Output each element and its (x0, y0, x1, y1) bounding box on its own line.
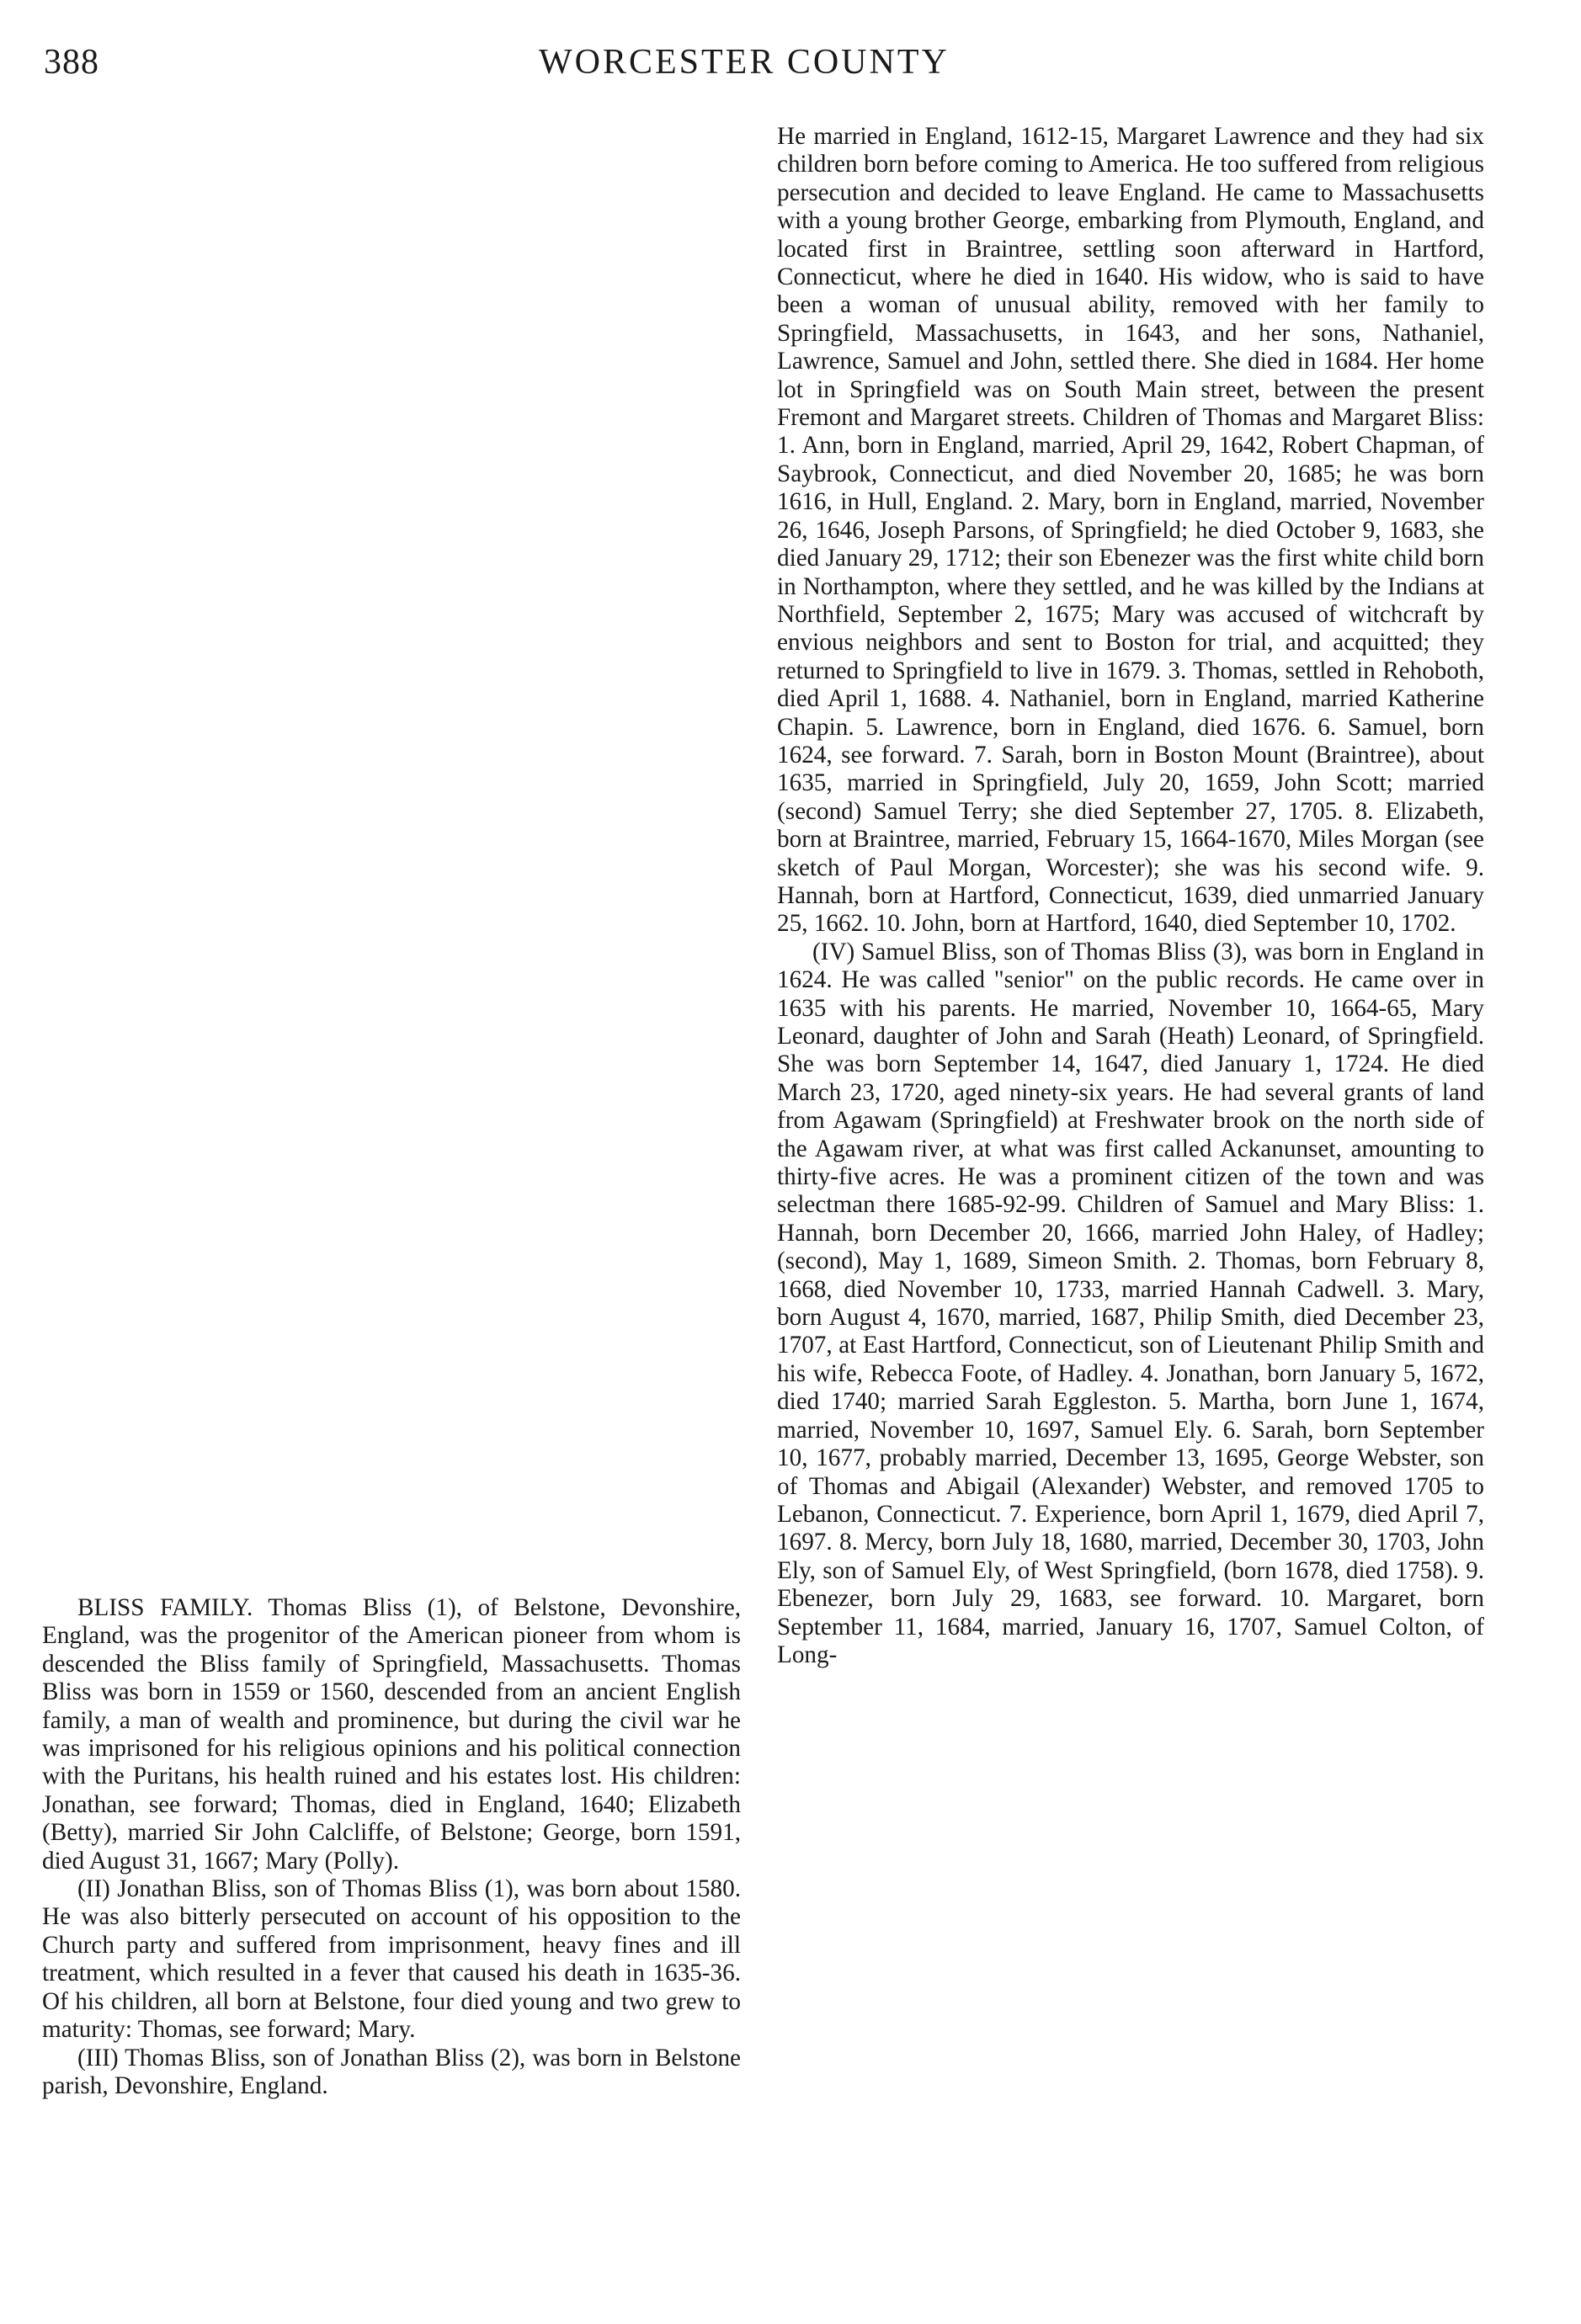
paragraph-thomas-bliss-iii: (III) Thomas Bliss, son of Jonathan Bliss (2), was born in Belstone parish, Devonshire, England. (42, 2044, 741, 2099)
right-column (777, 123, 1484, 1669)
paragraph-samuel-bliss: (IV) Samuel Bliss, son of Thomas Bliss (3), was born in England in 1624. He was called "senior" on the public records. He came over in 1635 with his parents. He married, November 10, 1664-65, Mary Leonard, daughter of John and Sarah (Heath) Leonard, of Springfield. She was born September 14, 1647, died January 1, 1724. He died March 23, 1720, aged ninety-six years. He had several grants of land from Agawam (Springfield) at Freshwater brook on the north side of the Agawam river, at what was first called Ackanunset, amounting to thirty-five acres. He was a prominent citizen of the town and was selectman there 1685-92-99. Children of Samuel and Mary Bliss: 1. Hannah, born December 20, 1666, married John Haley, of Hadley; (second), May 1, 1689, Simeon Smith. 2. Thomas, born February 8, 1668, died November 10, 1733, married Hannah Cadwell. 3. Mary, born August 4, 1670, married, 1687, Philip Smith, died December 23, 1707, at East Hartford, Connecticut, son of Lieutenant Philip Smith and his wife, Rebecca Foote, of Hadley. 4. Jonathan, born January 5, 1672, died 1740; married Sarah Eggleston. 5. Martha, born June 1, 1674, married, November 10, 1697, Samuel Ely. 6. Sarah, born September 10, 1677, probably married, December 13, 1695, George Webster, son of Thomas and Abigail (Alexander) Webster, and removed 1705 to Lebanon, Connecticut. 7. Experience, born April 1, 1679, died April 7, 1697. 8. Mercy, born July 18, 1680, married, December 30, 1703, John Ely, son of Samuel Ely, of West Springfield, (born 1678, died 1758). 9. Ebenezer, born July 29, 1683, see forward. 10. Margaret, born September 11, 1684, married, January 16, 1707, Samuel Colton, of Long- (777, 938, 1484, 1668)
paragraph-thomas-bliss-continued: He married in England, 1612-15, Margaret Lawrence and they had six children born before coming to America. He too suffered from religious persecution and decided to leave England. He came to Massachusetts with a young brother George, embarking from Plymouth, England, and located first in Braintree, settling soon afterward in Hartford, Connecticut, where he died in 1640. His widow, who is said to have been a woman of unusual ability, removed with her family to Springfield, Massachusetts, in 1643, and her sons, Nathaniel, Lawrence, Samuel and John, settled there. She died in 1684. Her home lot in Springfield was on South Main street, between the present Fremont and Margaret streets. Children of Thomas and Margaret Bliss: 1. Ann, born in England, married, April 29, 1642, Robert Chapman, of Saybrook, Connecticut, and died November 20, 1685; he was born 1616, in Hull, England. 2. Mary, born in England, married, November 26, 1646, Joseph Parsons, of Springfield; he died October 9, 1683, she died January 29, 1712; their son Ebenezer was the first white child born in Northampton, where they settled, and he was killed by the Indians at Northfield, September 2, 1675; Mary was accused of witchcraft by envious neighbors and sent to Boston for trial, and acquitted; they returned to Springfield to live in 1679. 3. Thomas, settled in Rehoboth, died April 1, 1688. 4. Nathaniel, born in England, married Katherine Chapin. 5. Lawrence, born in England, died 1676. 6. Samuel, born 1624, see forward. 7. Sarah, born in Boston Mount (Braintree), about 1635, married in Springfield, July 20, 1659, John Scott; married (second) Samuel Terry; she died September 27, 1705. 8. Elizabeth, born at Braintree, married, February 15, 1664-1670, Miles Morgan (see sketch of Paul Morgan, Worcester); she was his second wife. 9. Hannah, born at Hartford, Connecticut, 1639, died unmarried January 25, 1662. 10. John, born at Hartford, 1640, died September 10, 1702. (777, 123, 1484, 938)
left-column (42, 1594, 741, 2100)
running-head: WORCESTER COUNTY (539, 43, 950, 82)
page-number: 388 (44, 43, 99, 82)
paragraph-bliss-family-intro: BLISS FAMILY. Thomas Bliss (1), of Belstone, Devonshire, England, was the progenitor of the American pioneer from whom is descended the Bliss family of Springfield, Massachusetts. Thomas Bliss was born in 1559 or 1560, descended from an ancient English family, a man of wealth and prominence, but during the civil war he was imprisoned for his religious opinions and his political connection with the Puritans, his health ruined and his estates lost. His children: Jonathan, see forward; Thomas, died in England, 1640; Elizabeth (Betty), married Sir John Calcliffe, of Belstone; George, born 1591, died August 31, 1667; Mary (Polly). (42, 1594, 741, 1875)
paragraph-jonathan-bliss: (II) Jonathan Bliss, son of Thomas Bliss (1), was born about 1580. He was also bitterly persecuted on account of his opposition to the Church party and suffered from imprisonment, heavy fines and ill treatment, which resulted in a fever that caused his death in 1635-36. Of his children, all born at Belstone, four died young and two grew to maturity: Thomas, see forward; Mary. (42, 1875, 741, 2044)
